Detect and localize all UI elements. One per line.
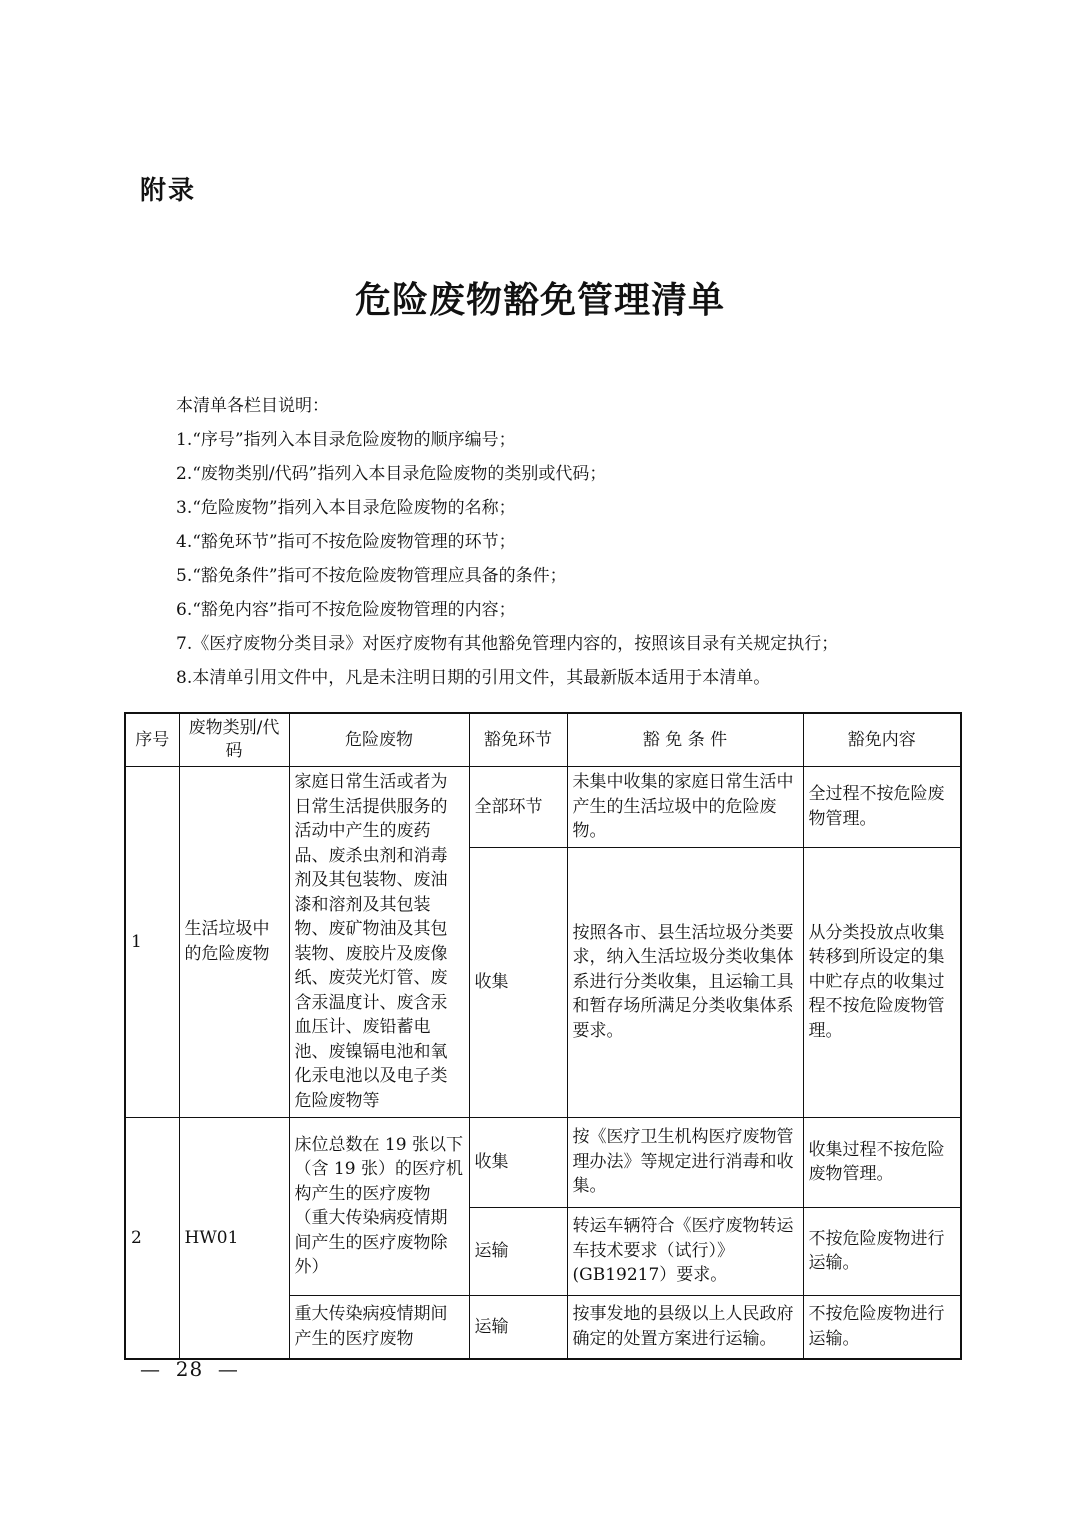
- row-content: 全过程不按危险废物管理。: [803, 767, 961, 848]
- exemption-table: [124, 712, 962, 1360]
- row-condition: 按事发地的县级以上人民政府确定的处置方案进行运输。: [567, 1295, 803, 1359]
- column-notes: [176, 389, 956, 695]
- row-content: 不按危险废物进行运输。: [803, 1295, 961, 1359]
- table-row: [125, 1117, 961, 1207]
- note-item: 7.《医疗废物分类目录》对医疗废物有其他豁免管理内容的，按照该目录有关规定执行；: [176, 634, 839, 654]
- row-condition: 按照各市、县生活垃圾分类要求，纳入生活垃圾分类收集体系进行分类收集，且运输工具和暂存场所满足分类收集体系要求。: [567, 847, 803, 1117]
- row-stage: 收集: [469, 1117, 567, 1207]
- appendix-label: 附录: [140, 176, 197, 206]
- row-content: 不按危险废物进行运输。: [803, 1207, 961, 1295]
- table-header-row: [125, 713, 961, 767]
- row-category: HW01: [179, 1117, 289, 1359]
- header-content: 豁免内容: [803, 713, 961, 767]
- note-item: 4.“豁免环节”指可不按危险废物管理的环节；: [176, 532, 516, 552]
- note-item: 3.“危险废物”指列入本目录危险废物的名称；: [176, 498, 516, 518]
- note-item: 2.“废物类别/代码”指列入本目录危险废物的类别或代码；: [176, 464, 607, 484]
- row-condition: 转运车辆符合《医疗废物转运车技术要求（试行）》(GB19217）要求。: [567, 1207, 803, 1295]
- note-item: 6.“豁免内容”指可不按危险废物管理的内容；: [176, 600, 516, 620]
- row-serial: 1: [125, 767, 179, 1118]
- header-stage: 豁免环节: [469, 713, 567, 767]
- note-item: 8.本清单引用文件中，凡是未注明日期的引用文件，其最新版本适用于本清单。: [176, 668, 771, 688]
- header-category: 废物类别/代码: [179, 713, 289, 767]
- row-stage: 全部环节: [469, 767, 567, 848]
- row-condition: 未集中收集的家庭日常生活中产生的生活垃圾中的危险废物。: [567, 767, 803, 848]
- note-item: 5.“豁免条件”指可不按危险废物管理应具备的条件；: [176, 566, 567, 586]
- header-condition: 豁 免 条 件: [567, 713, 803, 767]
- row-content: 从分类投放点收集转移到所设定的集中贮存点的收集过程不按危险废物管理。: [803, 847, 961, 1117]
- row-stage: 收集: [469, 847, 567, 1117]
- row-waste: 重大传染病疫情期间产生的医疗废物: [289, 1295, 469, 1359]
- note-item: 1.“序号”指列入本目录危险废物的顺序编号；: [176, 430, 516, 450]
- header-waste: 危险废物: [289, 713, 469, 767]
- table-row: [125, 767, 961, 848]
- page-number: — 28 —: [140, 1357, 239, 1381]
- row-serial: 2: [125, 1117, 179, 1359]
- document-title: 危险废物豁免管理清单: [354, 280, 725, 321]
- row-waste: 床位总数在 19 张以下（含 19 张）的医疗机构产生的医疗废物（重大传染病疫情期间产生的医疗废物除外）: [289, 1117, 469, 1295]
- row-stage: 运输: [469, 1207, 567, 1295]
- notes-intro: 本清单各栏目说明：: [176, 396, 329, 416]
- row-waste: 家庭日常生活或者为日常生活提供服务的活动中产生的废药品、废杀虫剂和消毒剂及其包装物、废油漆和溶剂及其包装物、废矿物油及其包装物、废胶片及废像纸、废荧光灯管、废含汞温度计、废含汞血压计、废铅蓄电池、废镍镉电池和氧化汞电池以及电子类危险废物等: [289, 767, 469, 1118]
- row-condition: 按《医疗卫生机构医疗废物管理办法》等规定进行消毒和收集。: [567, 1117, 803, 1207]
- header-serial: 序号: [125, 713, 179, 767]
- row-category: 生活垃圾中的危险废物: [179, 767, 289, 1118]
- row-content: 收集过程不按危险废物管理。: [803, 1117, 961, 1207]
- row-stage: 运输: [469, 1295, 567, 1359]
